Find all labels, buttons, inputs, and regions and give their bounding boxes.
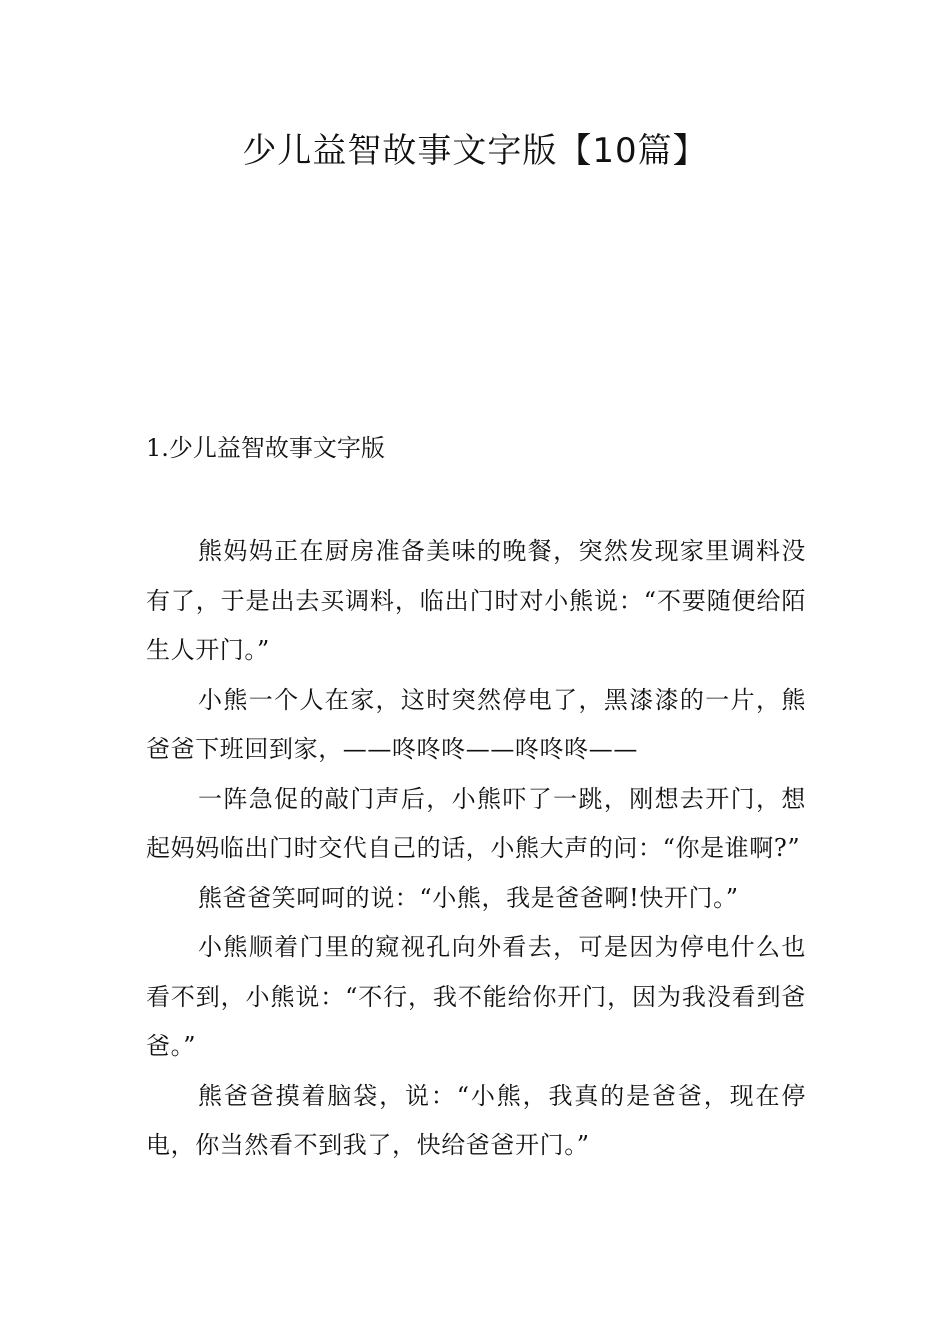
story-paragraph: 熊妈妈正在厨房准备美味的晚餐，突然发现家里调料没有了，于是出去买调料，临出门时对小熊说：“不要随便给陌生人开门。” xyxy=(146,537,806,664)
story-paragraph: 一阵急促的敲门声后，小熊吓了一跳，刚想去开门，想起妈妈临出门时交代自己的话，小熊大声的问：“你是谁啊?” xyxy=(146,784,806,862)
section-heading: 1.少儿益智故事文字版 xyxy=(146,434,385,462)
story-body xyxy=(146,527,806,1171)
story-paragraph: 熊爸爸摸着脑袋，说：“小熊，我真的是爸爸，现在停电，你当然看不到我了，快给爸爸开门。” xyxy=(146,1081,806,1159)
story-paragraph: 小熊顺着门里的窥视孔向外看去，可是因为停电什么也看不到，小熊说：“不行，我不能给你开门，因为我没看到爸爸。” xyxy=(146,933,806,1060)
document-title: 少儿益智故事文字版【10篇】 xyxy=(242,131,708,171)
story-paragraph: 小熊一个人在家，这时突然停电了，黑漆漆的一片，熊爸爸下班回到家，——咚咚咚——咚咚咚—— xyxy=(146,685,806,763)
story-paragraph: 熊爸爸笑呵呵的说：“小熊，我是爸爸啊!快开门。” xyxy=(198,883,739,912)
